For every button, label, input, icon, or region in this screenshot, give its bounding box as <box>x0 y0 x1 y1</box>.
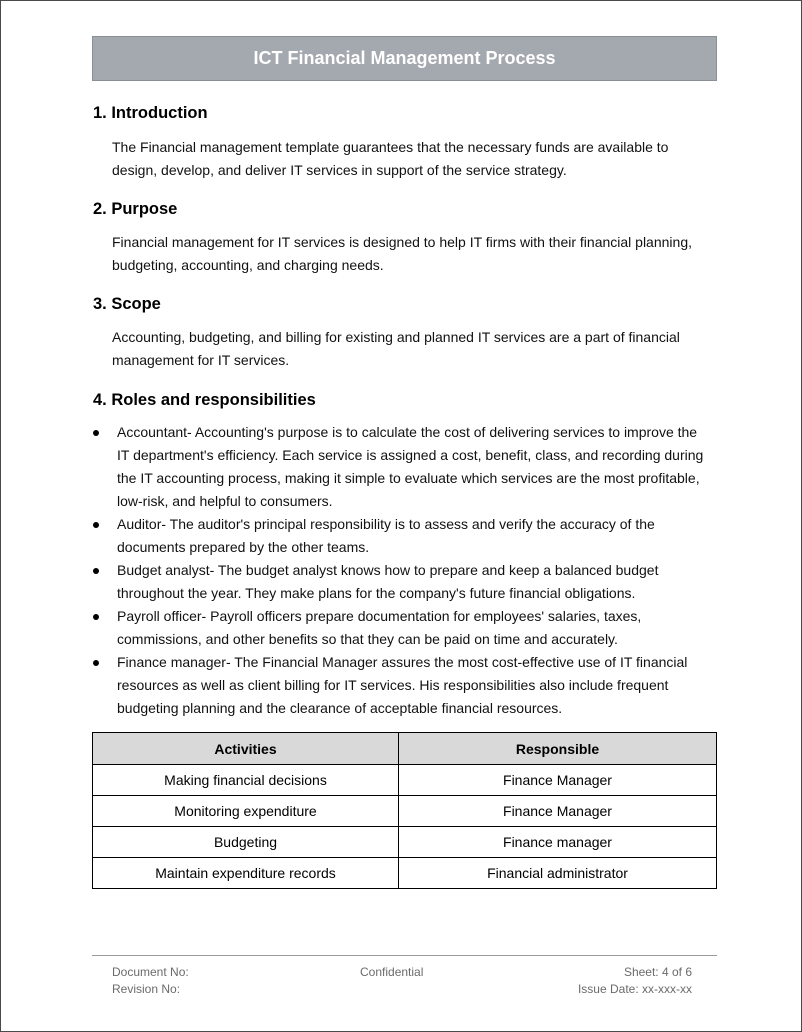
footer-document-no: Document No: <box>112 965 189 979</box>
table-header-row <box>93 733 717 765</box>
role-text: Accountant- Accounting's purpose is to calculate the cost of delivering services to improve the IT department's efficiency. Each service is assigned a cost, benefit, class, and recording during the IT accounting process, making it simple to evaluate which services are the most profitable, low-risk, and helpful to consumers. <box>117 424 704 509</box>
table-row <box>93 827 717 858</box>
roles-heading: 4. Roles and responsibilities <box>93 391 316 409</box>
role-text: Finance manager- The Financial Manager assures the most cost-effective use of IT financial resources as well as client billing for IT services. His responsibilities also include frequent budgeting planning and the clearance of acceptable financial resources. <box>117 654 688 716</box>
footer-divider <box>92 955 717 956</box>
bullet-icon <box>93 568 99 574</box>
responsible-cell: Finance Manager <box>399 796 717 827</box>
scope-heading: 3. Scope <box>93 295 161 313</box>
activity-cell: Making financial decisions <box>93 765 399 796</box>
responsibility-table <box>92 732 717 889</box>
bullet-icon <box>93 430 99 436</box>
roles-list <box>93 421 713 720</box>
intro-heading: 1. Introduction <box>93 104 208 122</box>
role-text: Payroll officer- Payroll officers prepare documentation for employees' salaries, taxes, commissions, and other benefits so that they can be paid on time and accurately. <box>117 608 642 647</box>
activity-cell: Maintain expenditure records <box>93 858 399 889</box>
responsible-cell: Financial administrator <box>399 858 717 889</box>
table-row <box>93 858 717 889</box>
activity-cell: Monitoring expenditure <box>93 796 399 827</box>
list-item <box>93 559 713 605</box>
list-item <box>93 421 713 513</box>
table-row <box>93 765 717 796</box>
bullet-icon <box>93 614 99 620</box>
responsible-cell: Finance manager <box>399 827 717 858</box>
header-activities: Activities <box>93 733 399 765</box>
footer-confidential: Confidential <box>360 965 424 979</box>
list-item <box>93 605 713 651</box>
document-title-bar <box>92 36 717 81</box>
responsible-cell: Finance Manager <box>399 765 717 796</box>
list-item <box>93 513 713 559</box>
list-item <box>93 651 713 720</box>
activity-cell: Budgeting <box>93 827 399 858</box>
table-row <box>93 796 717 827</box>
footer-sheet: Sheet: 4 of 6 <box>623 965 692 979</box>
purpose-text: Financial management for IT services is designed to help IT firms with their financial planning, budgeting, accounting, and charging needs. <box>112 234 692 273</box>
footer-issue-date: Issue Date: xx-xxx-xx <box>577 982 692 996</box>
footer-revision-no: Revision No: <box>112 982 181 996</box>
role-text: Auditor- The auditor's principal responsibility is to assess and verify the accuracy of the documents prepared by the other teams. <box>117 516 655 555</box>
header-responsible: Responsible <box>399 733 717 765</box>
purpose-heading: 2. Purpose <box>93 200 178 218</box>
bullet-icon <box>93 522 99 528</box>
intro-text: The Financial management template guarantees that the necessary funds are available to design, develop, and deliver IT services in support of the service strategy. <box>112 139 669 178</box>
role-text: Budget analyst- The budget analyst knows how to prepare and keep a balanced budget throughout the year. They make plans for the company's future financial obligations. <box>117 562 659 601</box>
document-title: ICT Financial Management Process <box>253 48 556 68</box>
bullet-icon <box>93 660 99 666</box>
scope-text: Accounting, budgeting, and billing for existing and planned IT services are a part of financial management for IT services. <box>112 329 680 368</box>
